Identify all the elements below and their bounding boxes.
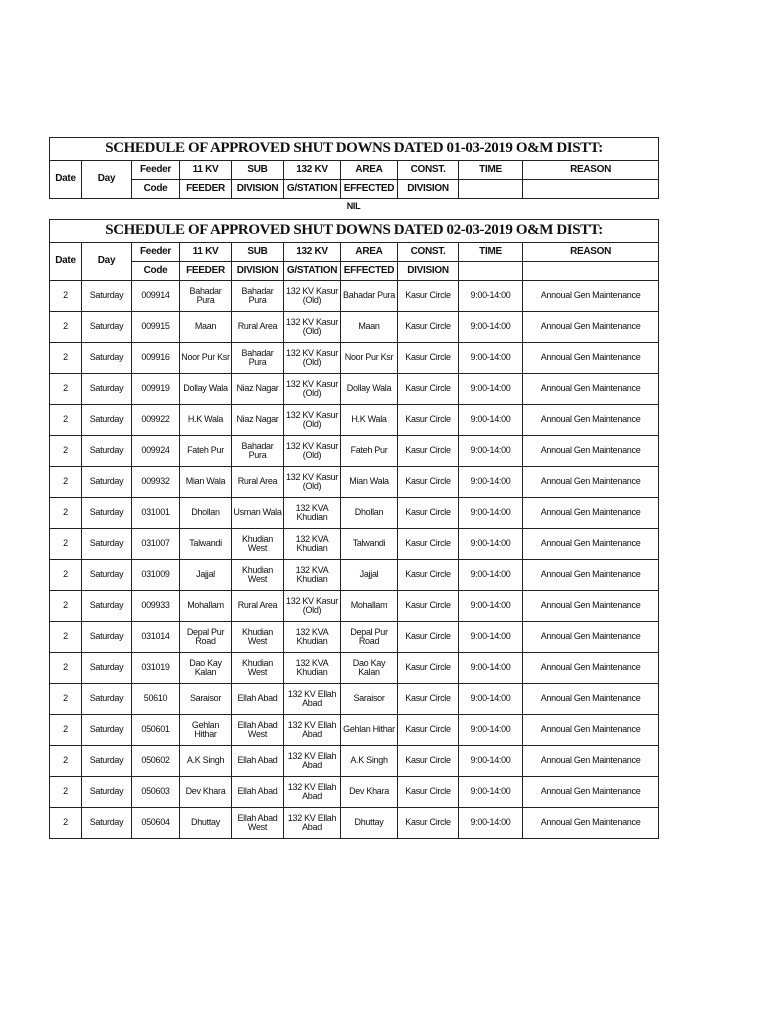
cell-sub-division: Bahadar Pura	[232, 436, 284, 467]
header-feeder-name: FEEDER	[180, 262, 232, 281]
cell-feeder-code: 050602	[132, 746, 180, 777]
cell-time: 9:00-14:00	[459, 808, 523, 839]
cell-feeder-name: Talwandi	[180, 529, 232, 560]
cell-day: Saturday	[82, 653, 132, 684]
table-row	[50, 777, 659, 808]
cell-grid-station: 132 KVA Khudian	[284, 498, 341, 529]
schedule-title: SCHEDULE OF APPROVED SHUT DOWNS DATED 02-03-2019 O&M DISTT:	[50, 220, 659, 243]
cell-date: 2	[50, 467, 82, 498]
cell-date: 2	[50, 281, 82, 312]
cell-feeder-code: 050603	[132, 777, 180, 808]
cell-reason: Annoual Gen Maintenance	[523, 746, 659, 777]
cell-feeder-code: 050604	[132, 808, 180, 839]
cell-const-division: Kasur Circle	[398, 374, 459, 405]
cell-date: 2	[50, 746, 82, 777]
header-const-division: DIVISION	[398, 262, 459, 281]
cell-sub-division: Ellah Abad	[232, 777, 284, 808]
cell-reason: Annoual Gen Maintenance	[523, 591, 659, 622]
header-effected: EFFECTED	[341, 180, 398, 199]
header-const-division: DIVISION	[398, 180, 459, 199]
cell-area-effected: Dhuttay	[341, 808, 398, 839]
cell-feeder-code: 009933	[132, 591, 180, 622]
cell-feeder-name: Dhuttay	[180, 808, 232, 839]
cell-feeder-code: 009932	[132, 467, 180, 498]
cell-sub-division: Ellah Abad West	[232, 808, 284, 839]
cell-grid-station: 132 KV Kasur (Old)	[284, 591, 341, 622]
cell-const-division: Kasur Circle	[398, 777, 459, 808]
cell-const-division: Kasur Circle	[398, 622, 459, 653]
cell-reason: Annoual Gen Maintenance	[523, 560, 659, 591]
cell-grid-station: 132 KV Ellah Abad	[284, 777, 341, 808]
header-gstation: G/STATION	[284, 180, 341, 199]
header-code: Code	[132, 180, 180, 199]
header-feeder-name: FEEDER	[180, 180, 232, 199]
cell-area-effected: Dhollan	[341, 498, 398, 529]
cell-time: 9:00-14:00	[459, 622, 523, 653]
cell-grid-station: 132 KVA Khudian	[284, 653, 341, 684]
cell-const-division: Kasur Circle	[398, 436, 459, 467]
cell-feeder-name: Maan	[180, 312, 232, 343]
cell-feeder-code: 031007	[132, 529, 180, 560]
cell-const-division: Kasur Circle	[398, 529, 459, 560]
header-division: DIVISION	[232, 262, 284, 281]
header-area: AREA	[341, 161, 398, 180]
cell-grid-station: 132 KV Kasur (Old)	[284, 312, 341, 343]
cell-feeder-code: 031014	[132, 622, 180, 653]
header-const: CONST.	[398, 243, 459, 262]
header-11kv: 11 KV	[180, 161, 232, 180]
header-132kv: 132 KV	[284, 161, 341, 180]
cell-area-effected: Saraisor	[341, 684, 398, 715]
cell-time: 9:00-14:00	[459, 746, 523, 777]
cell-time: 9:00-14:00	[459, 312, 523, 343]
cell-feeder-code: 50610	[132, 684, 180, 715]
header-code: Code	[132, 262, 180, 281]
cell-grid-station: 132 KV Ellah Abad	[284, 746, 341, 777]
header-reason-blank	[523, 262, 659, 281]
cell-area-effected: H.K Wala	[341, 405, 398, 436]
cell-day: Saturday	[82, 715, 132, 746]
cell-date: 2	[50, 436, 82, 467]
header-feeder: Feeder	[132, 243, 180, 262]
cell-const-division: Kasur Circle	[398, 498, 459, 529]
cell-const-division: Kasur Circle	[398, 653, 459, 684]
schedule-table-01-03-2019	[49, 137, 659, 199]
cell-day: Saturday	[82, 622, 132, 653]
cell-date: 2	[50, 560, 82, 591]
schedule-rows	[50, 281, 659, 839]
cell-grid-station: 132 KVA Khudian	[284, 622, 341, 653]
header-time-blank	[459, 262, 523, 281]
cell-date: 2	[50, 498, 82, 529]
cell-date: 2	[50, 529, 82, 560]
header-sub: SUB	[232, 161, 284, 180]
cell-reason: Annoual Gen Maintenance	[523, 467, 659, 498]
cell-reason: Annoual Gen Maintenance	[523, 529, 659, 560]
cell-area-effected: Gehlan Hithar	[341, 715, 398, 746]
cell-time: 9:00-14:00	[459, 343, 523, 374]
cell-date: 2	[50, 715, 82, 746]
cell-day: Saturday	[82, 777, 132, 808]
cell-area-effected: Talwandi	[341, 529, 398, 560]
cell-day: Saturday	[82, 560, 132, 591]
cell-day: Saturday	[82, 281, 132, 312]
cell-sub-division: Niaz Nagar	[232, 374, 284, 405]
cell-feeder-code: 031009	[132, 560, 180, 591]
cell-day: Saturday	[82, 684, 132, 715]
cell-reason: Annoual Gen Maintenance	[523, 343, 659, 374]
header-date: Date	[50, 161, 82, 199]
cell-area-effected: Dollay Wala	[341, 374, 398, 405]
table-row	[50, 436, 659, 467]
cell-date: 2	[50, 591, 82, 622]
cell-day: Saturday	[82, 343, 132, 374]
cell-sub-division: Khudian West	[232, 622, 284, 653]
cell-grid-station: 132 KVA Khudian	[284, 560, 341, 591]
table-row	[50, 808, 659, 839]
cell-grid-station: 132 KV Ellah Abad	[284, 715, 341, 746]
cell-area-effected: Dao Kay Kalan	[341, 653, 398, 684]
cell-feeder-name: Gehlan Hithar	[180, 715, 232, 746]
nil-label: NIL	[346, 201, 361, 211]
cell-day: Saturday	[82, 436, 132, 467]
cell-reason: Annoual Gen Maintenance	[523, 622, 659, 653]
cell-feeder-name: Bahadar Pura	[180, 281, 232, 312]
cell-feeder-code: 009919	[132, 374, 180, 405]
cell-grid-station: 132 KV Kasur (Old)	[284, 343, 341, 374]
cell-day: Saturday	[82, 529, 132, 560]
cell-feeder-code: 009915	[132, 312, 180, 343]
cell-time: 9:00-14:00	[459, 436, 523, 467]
cell-sub-division: Ellah Abad West	[232, 715, 284, 746]
cell-const-division: Kasur Circle	[398, 746, 459, 777]
table-row	[50, 312, 659, 343]
cell-sub-division: Ellah Abad	[232, 684, 284, 715]
cell-const-division: Kasur Circle	[398, 281, 459, 312]
cell-feeder-name: Noor Pur Ksr	[180, 343, 232, 374]
cell-time: 9:00-14:00	[459, 281, 523, 312]
cell-grid-station: 132 KV Kasur (Old)	[284, 436, 341, 467]
cell-const-division: Kasur Circle	[398, 715, 459, 746]
cell-feeder-code: 009916	[132, 343, 180, 374]
cell-grid-station: 132 KV Kasur (Old)	[284, 405, 341, 436]
cell-reason: Annoual Gen Maintenance	[523, 653, 659, 684]
cell-day: Saturday	[82, 405, 132, 436]
cell-date: 2	[50, 684, 82, 715]
header-132kv: 132 KV	[284, 243, 341, 262]
cell-day: Saturday	[82, 808, 132, 839]
cell-area-effected: Noor Pur Ksr	[341, 343, 398, 374]
table-row	[50, 374, 659, 405]
cell-grid-station: 132 KV Ellah Abad	[284, 684, 341, 715]
table-row	[50, 684, 659, 715]
cell-area-effected: Jajjal	[341, 560, 398, 591]
cell-reason: Annoual Gen Maintenance	[523, 405, 659, 436]
header-time: TIME	[459, 161, 523, 180]
cell-feeder-code: 009914	[132, 281, 180, 312]
cell-date: 2	[50, 622, 82, 653]
cell-date: 2	[50, 374, 82, 405]
cell-time: 9:00-14:00	[459, 777, 523, 808]
cell-sub-division: Usman Wala	[232, 498, 284, 529]
cell-sub-division: Rural Area	[232, 312, 284, 343]
table-row	[50, 343, 659, 374]
cell-area-effected: Depal Pur Road	[341, 622, 398, 653]
cell-date: 2	[50, 653, 82, 684]
cell-grid-station: 132 KV Ellah Abad	[284, 808, 341, 839]
header-gstation: G/STATION	[284, 262, 341, 281]
cell-reason: Annoual Gen Maintenance	[523, 715, 659, 746]
cell-date: 2	[50, 777, 82, 808]
cell-feeder-name: H.K Wala	[180, 405, 232, 436]
table-row	[50, 498, 659, 529]
cell-const-division: Kasur Circle	[398, 808, 459, 839]
cell-feeder-name: Dev Khara	[180, 777, 232, 808]
header-effected: EFFECTED	[341, 262, 398, 281]
table-row	[50, 467, 659, 498]
cell-grid-station: 132 KV Kasur (Old)	[284, 467, 341, 498]
cell-sub-division: Rural Area	[232, 467, 284, 498]
cell-date: 2	[50, 405, 82, 436]
cell-day: Saturday	[82, 746, 132, 777]
cell-feeder-code: 031019	[132, 653, 180, 684]
schedule-table-02-03-2019	[49, 219, 659, 839]
cell-grid-station: 132 KVA Khudian	[284, 529, 341, 560]
cell-sub-division: Khudian West	[232, 529, 284, 560]
cell-reason: Annoual Gen Maintenance	[523, 312, 659, 343]
table-row	[50, 715, 659, 746]
cell-sub-division: Bahadar Pura	[232, 281, 284, 312]
cell-time: 9:00-14:00	[459, 560, 523, 591]
cell-day: Saturday	[82, 374, 132, 405]
cell-sub-division: Niaz Nagar	[232, 405, 284, 436]
header-reason: REASON	[523, 243, 659, 262]
cell-time: 9:00-14:00	[459, 405, 523, 436]
cell-time: 9:00-14:00	[459, 374, 523, 405]
cell-const-division: Kasur Circle	[398, 312, 459, 343]
cell-time: 9:00-14:00	[459, 715, 523, 746]
cell-grid-station: 132 KV Kasur (Old)	[284, 374, 341, 405]
cell-feeder-name: Jajjal	[180, 560, 232, 591]
cell-feeder-name: Fateh Pur	[180, 436, 232, 467]
table-row	[50, 529, 659, 560]
header-sub: SUB	[232, 243, 284, 262]
header-feeder: Feeder	[132, 161, 180, 180]
header-day: Day	[82, 161, 132, 199]
table-row	[50, 405, 659, 436]
header-division: DIVISION	[232, 180, 284, 199]
cell-feeder-name: Mohallam	[180, 591, 232, 622]
cell-area-effected: Mohallam	[341, 591, 398, 622]
cell-feeder-name: Depal Pur Road	[180, 622, 232, 653]
cell-feeder-name: Mian Wala	[180, 467, 232, 498]
table-row	[50, 622, 659, 653]
header-time: TIME	[459, 243, 523, 262]
table-row	[50, 560, 659, 591]
cell-area-effected: Maan	[341, 312, 398, 343]
header-11kv: 11 KV	[180, 243, 232, 262]
cell-feeder-name: Dollay Wala	[180, 374, 232, 405]
header-reason: REASON	[523, 161, 659, 180]
table-row	[50, 746, 659, 777]
table-row	[50, 591, 659, 622]
cell-feeder-code: 031001	[132, 498, 180, 529]
cell-feeder-name: Dao Kay Kalan	[180, 653, 232, 684]
cell-feeder-name: A.K Singh	[180, 746, 232, 777]
cell-feeder-name: Saraisor	[180, 684, 232, 715]
cell-area-effected: Dev Khara	[341, 777, 398, 808]
cell-date: 2	[50, 312, 82, 343]
cell-day: Saturday	[82, 498, 132, 529]
cell-area-effected: A.K Singh	[341, 746, 398, 777]
cell-date: 2	[50, 343, 82, 374]
cell-day: Saturday	[82, 312, 132, 343]
cell-day: Saturday	[82, 591, 132, 622]
header-reason-blank	[523, 180, 659, 199]
cell-sub-division: Rural Area	[232, 591, 284, 622]
cell-feeder-code: 050601	[132, 715, 180, 746]
cell-const-division: Kasur Circle	[398, 467, 459, 498]
cell-area-effected: Mian Wala	[341, 467, 398, 498]
cell-const-division: Kasur Circle	[398, 684, 459, 715]
schedule-title: SCHEDULE OF APPROVED SHUT DOWNS DATED 01-03-2019 O&M DISTT:	[50, 138, 659, 161]
cell-time: 9:00-14:00	[459, 684, 523, 715]
cell-area-effected: Fateh Pur	[341, 436, 398, 467]
header-date: Date	[50, 243, 82, 281]
cell-sub-division: Khudian West	[232, 653, 284, 684]
cell-time: 9:00-14:00	[459, 653, 523, 684]
cell-reason: Annoual Gen Maintenance	[523, 374, 659, 405]
cell-sub-division: Bahadar Pura	[232, 343, 284, 374]
cell-reason: Annoual Gen Maintenance	[523, 808, 659, 839]
header-area: AREA	[341, 243, 398, 262]
header-day: Day	[82, 243, 132, 281]
table-row	[50, 653, 659, 684]
cell-const-division: Kasur Circle	[398, 343, 459, 374]
cell-sub-division: Ellah Abad	[232, 746, 284, 777]
table-row	[50, 281, 659, 312]
cell-time: 9:00-14:00	[459, 591, 523, 622]
cell-time: 9:00-14:00	[459, 529, 523, 560]
header-const: CONST.	[398, 161, 459, 180]
cell-const-division: Kasur Circle	[398, 560, 459, 591]
cell-const-division: Kasur Circle	[398, 405, 459, 436]
cell-feeder-name: Dhollan	[180, 498, 232, 529]
cell-feeder-code: 009924	[132, 436, 180, 467]
cell-time: 9:00-14:00	[459, 498, 523, 529]
cell-reason: Annoual Gen Maintenance	[523, 281, 659, 312]
cell-reason: Annoual Gen Maintenance	[523, 777, 659, 808]
cell-area-effected: Bahadar Pura	[341, 281, 398, 312]
cell-reason: Annoual Gen Maintenance	[523, 684, 659, 715]
cell-date: 2	[50, 808, 82, 839]
cell-grid-station: 132 KV Kasur (Old)	[284, 281, 341, 312]
cell-day: Saturday	[82, 467, 132, 498]
cell-reason: Annoual Gen Maintenance	[523, 436, 659, 467]
cell-sub-division: Khudian West	[232, 560, 284, 591]
cell-time: 9:00-14:00	[459, 467, 523, 498]
header-time-blank	[459, 180, 523, 199]
cell-feeder-code: 009922	[132, 405, 180, 436]
cell-reason: Annoual Gen Maintenance	[523, 498, 659, 529]
cell-const-division: Kasur Circle	[398, 591, 459, 622]
